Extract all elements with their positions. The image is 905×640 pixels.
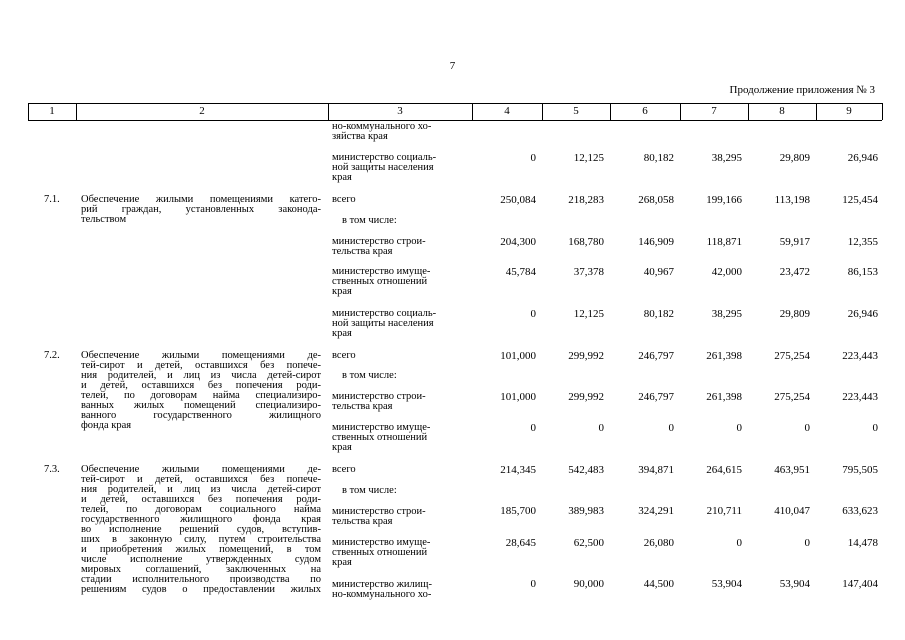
recipient-line: министерство строи-: [332, 506, 426, 517]
recipient-line: ной защиты населения: [332, 162, 434, 173]
recipient-line: но-коммунального хо-: [332, 589, 432, 600]
cell-value: 86,153: [847, 266, 878, 278]
cell-value: 275,254: [774, 350, 810, 362]
recipient-line: ной защиты населения: [332, 318, 434, 329]
cell-value: 214,345: [500, 464, 536, 476]
cell-value: 542,483: [568, 464, 604, 476]
recipient-line: ственных отношений: [332, 432, 428, 443]
header-col-1: 1: [49, 105, 55, 117]
row-description-line: мировых соглашений, заключенных на: [81, 564, 321, 575]
cell-value: 29,809: [779, 308, 810, 320]
cell-value: 62,500: [573, 537, 604, 549]
cell-value: 0: [598, 422, 604, 434]
cell-value: 113,198: [774, 194, 810, 206]
cell-value: 26,946: [847, 308, 878, 320]
cell-value: 29,809: [779, 152, 810, 164]
recipient-line: ственных отношений: [332, 547, 428, 558]
recipient-line: министерство жилищ-: [332, 579, 432, 590]
cell-value: 324,291: [638, 505, 674, 517]
header-col-6: 6: [642, 105, 648, 117]
cell-value: 223,443: [842, 350, 878, 362]
recipient-line: края: [332, 328, 352, 339]
cell-value: 261,398: [706, 350, 742, 362]
cell-value: 463,951: [774, 464, 810, 476]
cell-value: 44,500: [643, 578, 674, 590]
cell-value: 146,909: [638, 236, 674, 248]
cell-value: 633,623: [842, 505, 878, 517]
cell-value: 0: [530, 422, 536, 434]
row-description-line: тей-сирот и детей, оставшихся без попече-: [81, 474, 321, 485]
header-col-2: 2: [199, 105, 205, 117]
cell-value: 223,443: [842, 391, 878, 403]
row-description-line: ния родителей, и лиц из числа детей-сирот: [81, 370, 321, 381]
row-description-line: и детей, оставшихся без попечения роди-: [81, 380, 321, 391]
cell-value: 147,404: [842, 578, 878, 590]
cell-value: 299,992: [568, 391, 604, 403]
cell-value: 795,505: [842, 464, 878, 476]
row-description-line: стадии исполнительного производства по: [81, 574, 321, 585]
cell-value: 250,084: [500, 194, 536, 206]
row-code: 7.1.: [44, 194, 60, 205]
recipient-line: тельства края: [332, 246, 393, 257]
row-description-line: государственного жилищного фонда края: [81, 514, 321, 525]
including-label: в том числе:: [342, 370, 397, 381]
cell-value: 26,946: [847, 152, 878, 164]
recipient-line: министерство социаль-: [332, 308, 437, 319]
recipient-line: министерство социаль-: [332, 152, 437, 163]
cell-value: 0: [804, 422, 810, 434]
cell-value: 12,125: [573, 152, 604, 164]
recipient-line: края: [332, 442, 352, 453]
cell-value: 53,904: [711, 578, 742, 590]
cell-value: 38,295: [711, 308, 742, 320]
recipient-line: края: [332, 557, 352, 568]
recipient-line: ственных отношений: [332, 276, 428, 287]
header-col-5: 5: [573, 105, 579, 117]
row-description-line: Обеспечение жилыми помещениями де-: [81, 350, 321, 361]
cell-value: 168,780: [568, 236, 604, 248]
header-col-7: 7: [711, 105, 717, 117]
cell-value: 268,058: [638, 194, 674, 206]
cell-value: 101,000: [500, 350, 536, 362]
row-description-line: тельством: [81, 214, 127, 225]
cell-value: 299,992: [568, 350, 604, 362]
row-code: 7.2.: [44, 350, 60, 361]
row-description-line: и приобретения жилых помещений, в том: [81, 544, 321, 555]
row-description-line: телей, по договорам социального найма: [81, 504, 321, 515]
recipient-line: министерство имуще-: [332, 266, 431, 277]
cell-value: 80,182: [643, 152, 674, 164]
including-label: в том числе:: [342, 485, 397, 496]
including-label: в том числе:: [342, 215, 397, 226]
cell-value: 218,283: [568, 194, 604, 206]
row-description-line: телей, по договорам найма специализиро-: [81, 390, 321, 401]
cell-value: 45,784: [505, 266, 536, 278]
cell-value: 0: [736, 537, 742, 549]
row-description-line: Обеспечение жилыми помещениями катего-: [81, 194, 321, 205]
cell-value: 261,398: [706, 391, 742, 403]
cell-value: 38,295: [711, 152, 742, 164]
recipient-line: тельства края: [332, 516, 393, 527]
row-description-line: ших в законную силу, путем строительства: [81, 534, 321, 545]
cell-value: 0: [872, 422, 878, 434]
cell-value: 90,000: [573, 578, 604, 590]
recipient-line: министерство имуще-: [332, 422, 431, 433]
row-description-line: фонда края: [81, 420, 132, 431]
page-number: 7: [449, 60, 456, 72]
cell-value: 59,917: [779, 236, 810, 248]
row-description-line: решениям судов о предоставлении жилых: [81, 584, 321, 595]
cell-value: 0: [530, 308, 536, 320]
cell-value: 185,700: [500, 505, 536, 517]
header-divider: [882, 103, 883, 120]
header-bottom-rule: [28, 120, 882, 121]
row-description-line: во исполнение решений судов, вступив-: [81, 524, 321, 535]
total-label: всего: [332, 194, 356, 205]
cell-value: 40,967: [643, 266, 674, 278]
cell-value: 28,645: [505, 537, 536, 549]
cell-value: 53,904: [779, 578, 810, 590]
cell-value: 275,254: [774, 391, 810, 403]
cell-value: 12,125: [573, 308, 604, 320]
recipient-line: министерство имуще-: [332, 537, 431, 548]
cell-value: 394,871: [638, 464, 674, 476]
recipient-line: но-коммунального хо-: [332, 121, 432, 132]
row-description-line: тей-сирот и детей, оставшихся без попече-: [81, 360, 321, 371]
recipient-line: края: [332, 172, 352, 183]
cell-value: 199,166: [706, 194, 742, 206]
cell-value: 23,472: [779, 266, 810, 278]
header-col-8: 8: [779, 105, 785, 117]
row-description-line: числе исполнение утвержденных судом: [81, 554, 321, 565]
header-col-9: 9: [846, 105, 852, 117]
cell-value: 0: [804, 537, 810, 549]
cell-value: 101,000: [500, 391, 536, 403]
recipient-line: тельства края: [332, 401, 393, 412]
row-description-line: ванного государственного жилищного: [81, 410, 321, 421]
recipient-line: министерство строи-: [332, 236, 426, 247]
cell-value: 26,080: [643, 537, 674, 549]
cell-value: 210,711: [706, 505, 742, 517]
cell-value: 14,478: [847, 537, 878, 549]
recipient-line: министерство строи-: [332, 391, 426, 402]
total-label: всего: [332, 350, 356, 361]
cell-value: 37,378: [573, 266, 604, 278]
cell-value: 118,871: [706, 236, 742, 248]
cell-value: 204,300: [500, 236, 536, 248]
recipient-line: края: [332, 286, 352, 297]
cell-value: 264,615: [706, 464, 742, 476]
cell-value: 125,454: [842, 194, 878, 206]
cell-value: 0: [736, 422, 742, 434]
cell-value: 246,797: [638, 350, 674, 362]
cell-value: 246,797: [638, 391, 674, 403]
cell-value: 42,000: [711, 266, 742, 278]
continuation-note: Продолжение приложения № 3: [729, 84, 875, 96]
total-label: всего: [332, 464, 356, 475]
row-description-line: ванных жилых помещений специализиро-: [81, 400, 321, 411]
cell-value: 0: [668, 422, 674, 434]
cell-value: 80,182: [643, 308, 674, 320]
cell-value: 410,047: [774, 505, 810, 517]
cell-value: 0: [530, 152, 536, 164]
header-col-3: 3: [397, 105, 403, 117]
row-description-line: и детей, оставшихся без попечения роди-: [81, 494, 321, 505]
cell-value: 389,983: [568, 505, 604, 517]
row-code: 7.3.: [44, 464, 60, 475]
cell-value: 12,355: [847, 236, 878, 248]
header-col-4: 4: [504, 105, 510, 117]
recipient-line: зяйства края: [332, 131, 388, 142]
row-description-line: ния родителей, и лиц из числа детей-сирот: [81, 484, 321, 495]
row-description-line: Обеспечение жилыми помещениями де-: [81, 464, 321, 475]
row-description-line: рий граждан, установленных законода-: [81, 204, 321, 215]
cell-value: 0: [530, 578, 536, 590]
